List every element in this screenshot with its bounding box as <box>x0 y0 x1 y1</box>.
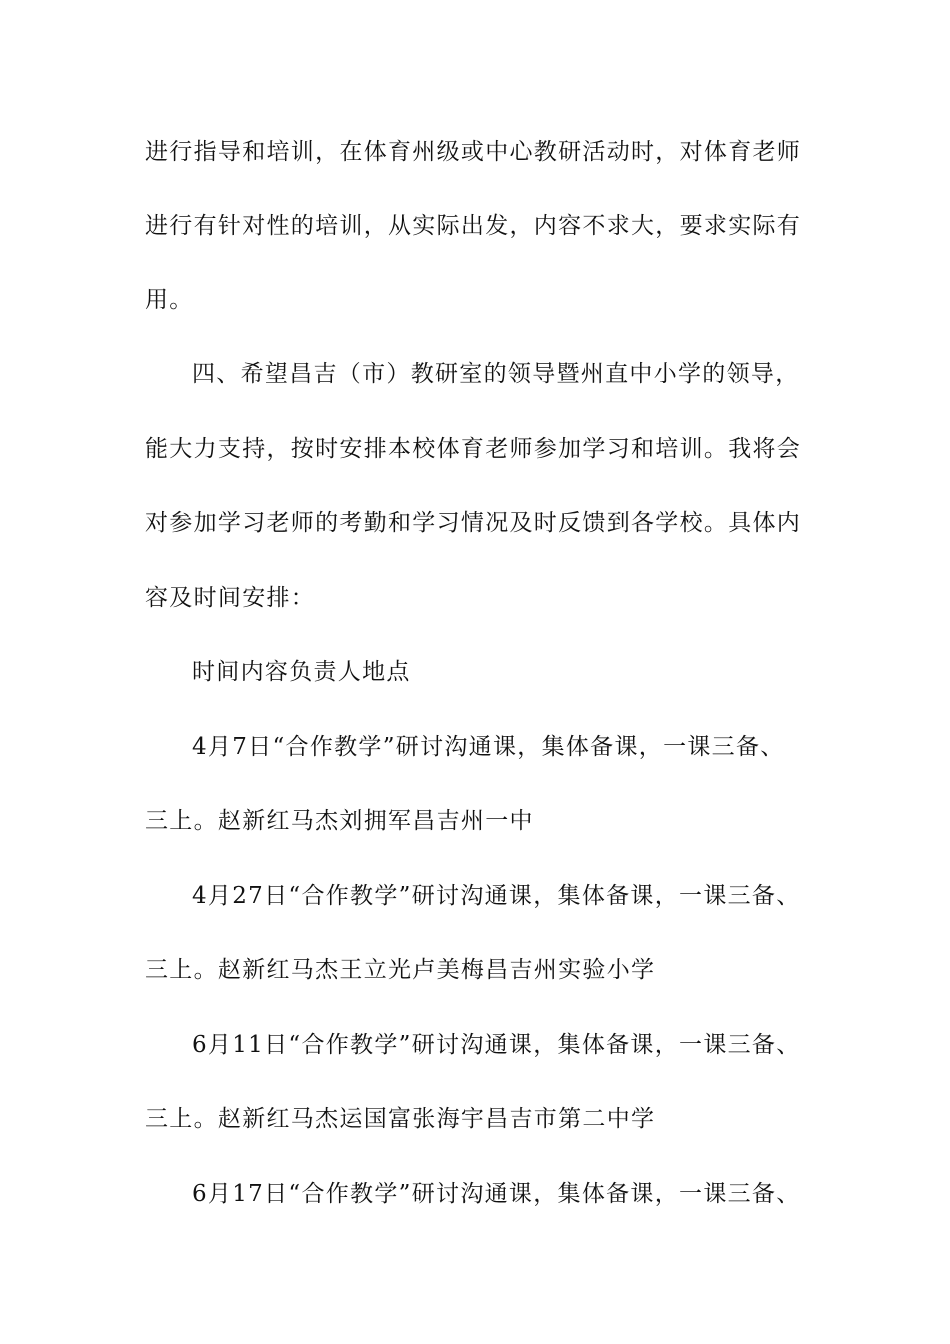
paragraph-line: 容及时间安排： <box>145 585 316 611</box>
schedule-line: 三上。赵新红马杰刘拥军昌吉州一中 <box>145 808 534 834</box>
schedule-line: 三上。赵新红马杰运国富张海宇昌吉市第二中学 <box>145 1106 656 1132</box>
schedule-line: 4月27日“合作教学”研讨沟通课，集体备课，一课三备、 <box>192 883 801 909</box>
paragraph-line: 进行有针对性的培训，从实际出发，内容不求大，要求实际有 <box>145 213 802 239</box>
paragraph-line: 对参加学习老师的考勤和学习情况及时反馈到各学校。具体内 <box>145 510 802 536</box>
paragraph-line: 进行指导和培训，在体育州级或中心教研活动时，对体育老师 <box>145 139 802 165</box>
paragraph-line: 用。 <box>145 287 194 313</box>
paragraph-line: 四、希望昌吉（市）教研室的领导暨州直中小学的领导， <box>192 361 800 387</box>
schedule-line: 6月17日“合作教学”研讨沟通课，集体备课，一课三备、 <box>192 1181 801 1207</box>
schedule-line: 三上。赵新红马杰王立光卢美梅昌吉州实验小学 <box>145 957 656 983</box>
table-header-line: 时间内容负责人地点 <box>192 659 411 685</box>
paragraph-line: 能大力支持，按时安排本校体育老师参加学习和培训。我将会 <box>145 436 802 462</box>
schedule-line: 4月7日“合作教学”研讨沟通课，集体备课，一课三备、 <box>192 734 785 760</box>
schedule-line: 6月11日“合作教学”研讨沟通课，集体备课，一课三备、 <box>192 1032 801 1058</box>
